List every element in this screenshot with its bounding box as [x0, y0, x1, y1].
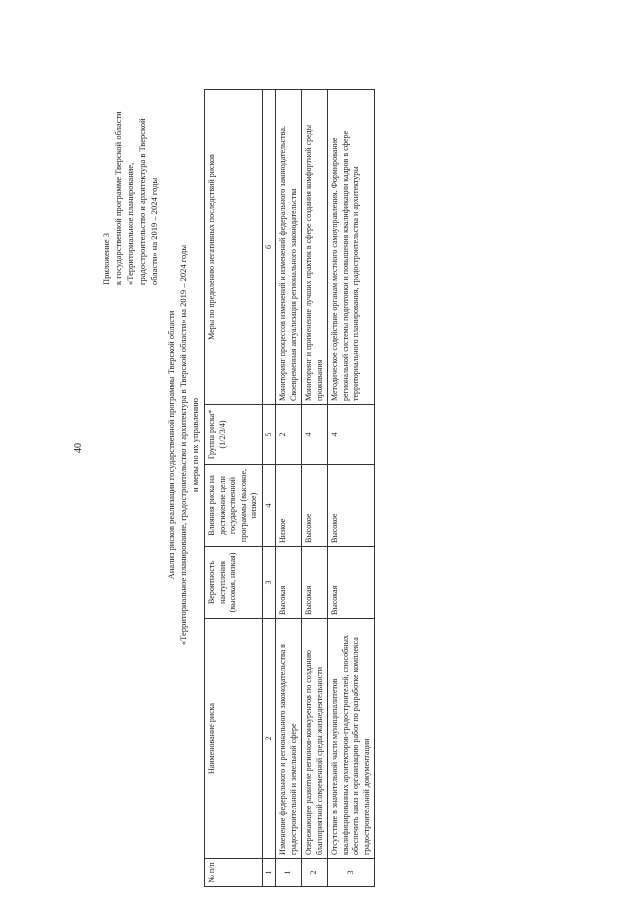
index-cell: 1 [262, 859, 276, 887]
title-line: Анализ рисков реализации государственной программы Тверской области [166, 310, 176, 580]
header-cell: № п/п [205, 859, 263, 887]
header-cell: Группа риска* (1/2/3/4) [205, 405, 263, 465]
table-header-row [205, 90, 263, 887]
table-row [276, 90, 302, 887]
row-number: 2 [302, 859, 328, 887]
header-cell: Меры по предолению негативных последствий рисков [205, 90, 263, 405]
row-number: 1 [276, 859, 302, 887]
page-number: 40 [73, 443, 84, 453]
document-title [165, 55, 201, 835]
header-cell: Вероятность наступления (высокая, низкая) [205, 547, 263, 619]
row-number: 3 [328, 859, 375, 887]
risk-impact: Низкое [276, 465, 302, 547]
appendix-line: градостроительство и архитектура в Тверской [137, 118, 147, 285]
index-cell: 6 [262, 90, 276, 405]
appendix-block [100, 25, 160, 285]
risk-probability: Высокая [328, 547, 375, 619]
index-cell: 4 [262, 465, 276, 547]
appendix-line: к государственной программе Тверской области [113, 111, 123, 285]
index-cell: 3 [262, 547, 276, 619]
risk-group: 4 [302, 405, 328, 465]
appendix-line: области» на 2019 – 2024 годы [149, 177, 159, 285]
appendix-line: Приложение 3 [101, 233, 111, 285]
risk-measures: Методическое содействие органам местного самоуправления. Формирование региональной системы подготовки и повышения квалификации кадров в сфере территориального планирования, градостроительства и архитектуры [328, 90, 375, 405]
index-cell: 2 [262, 619, 276, 859]
risk-measures: Мониторинг процессов изменений и изменений федерального законодательства. Своевременная актуализация регионального законодательства [276, 90, 302, 405]
risk-probability: Высокая [276, 547, 302, 619]
title-line: «Территориальное планирование, градостроительство и архитектура в Тверской области» на 2019 – 2024 годы [178, 244, 188, 646]
risk-name: Отсутствие в значительной части муниципалитетов квалифицированных архитекторов-градостроителей, способных обеспечить заказ и организацию работ по разработке комплекса градостроительной документации [328, 619, 375, 859]
table-row [328, 90, 375, 887]
header-cell: Влияния риска на достижение цели государственной программы (высокое, низкое) [205, 465, 263, 547]
table-row [302, 90, 328, 887]
risk-probability: Высокая [302, 547, 328, 619]
risk-measures: Мониторинг и применение лучших практик в сфере создания комфортной среды проживания [302, 90, 328, 405]
risk-table [204, 89, 375, 887]
column-index-row [262, 90, 276, 887]
risk-group: 2 [276, 405, 302, 465]
risk-group: 4 [328, 405, 375, 465]
risk-name: Изменение федерального и регионального законодательства в градостроительной и земельной сфере [276, 619, 302, 859]
index-cell: 5 [262, 405, 276, 465]
risk-impact: Высокое [302, 465, 328, 547]
title-line: и меры по их управлению [190, 398, 200, 492]
header-cell: Наименование риска [205, 619, 263, 859]
risk-name: Опережающее развитие регионов-конкурентов по созданию благоприятной современной среды жизнедеятельности [302, 619, 328, 859]
risk-impact: Высокое [328, 465, 375, 547]
appendix-line: «Территориальное планирование, [125, 162, 135, 285]
